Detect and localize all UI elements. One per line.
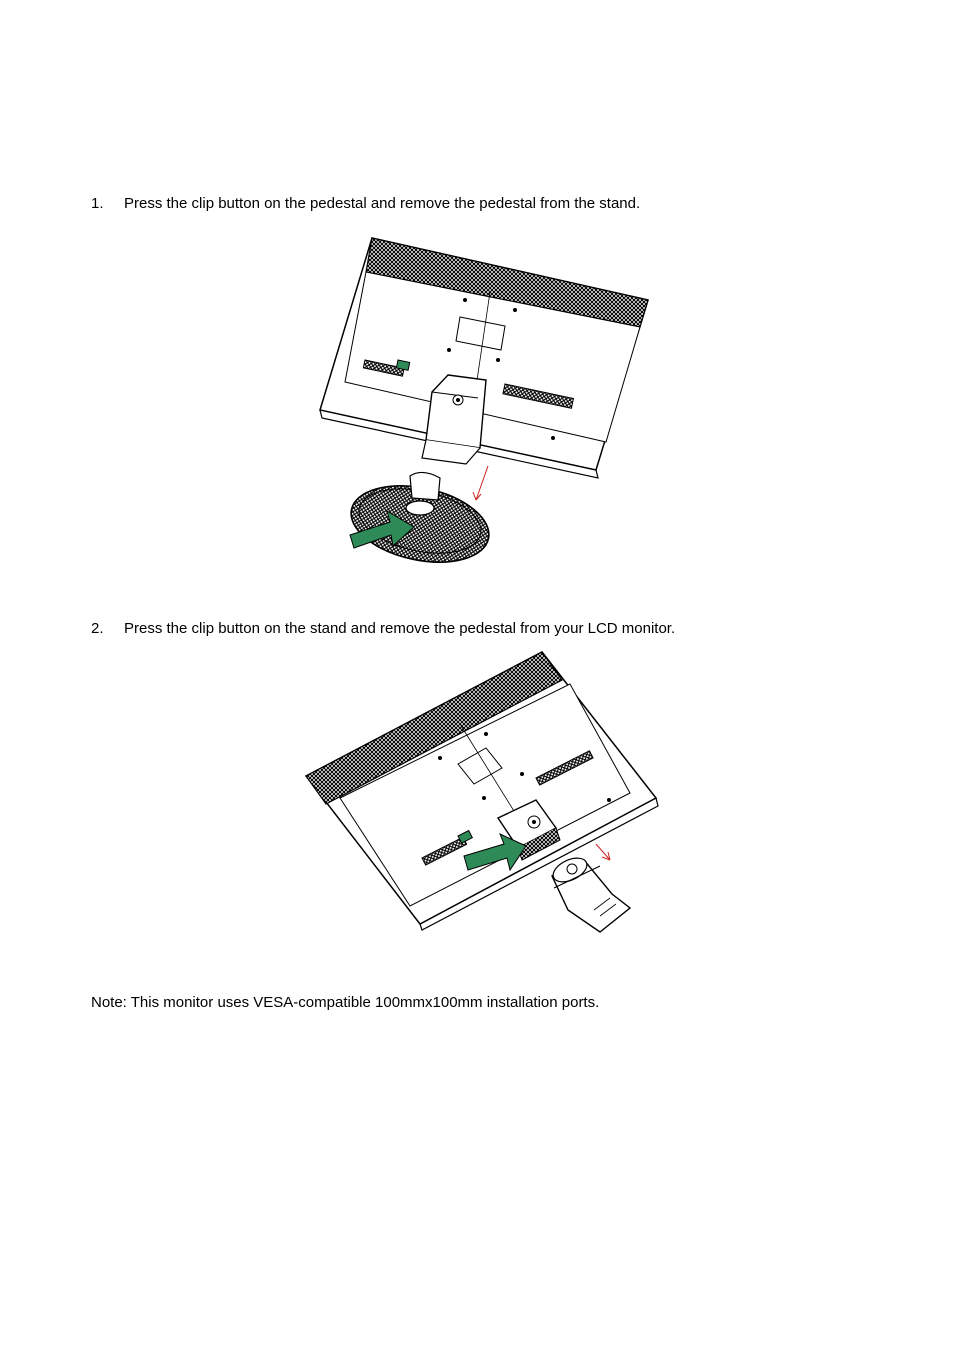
step-text: Press the clip button on the stand and remove the pedestal from your LCD monitor. (124, 620, 676, 637)
monitor-back-illustration-2 (300, 648, 660, 933)
step-1 (91, 195, 640, 213)
figure-remove-pedestal-from-monitor (300, 648, 660, 933)
step-number: 1. (91, 195, 104, 212)
step-text: Press the clip button on the pedestal and remove the pedestal from the stand. (124, 195, 641, 212)
step-2 (91, 620, 675, 638)
vesa-note: Note: This monitor uses VESA-compatible 100mmx100mm installation ports. (91, 994, 600, 1011)
step-number: 2. (91, 620, 104, 637)
figure-remove-pedestal-from-stand (310, 232, 655, 567)
monitor-back-illustration-1 (310, 232, 655, 567)
